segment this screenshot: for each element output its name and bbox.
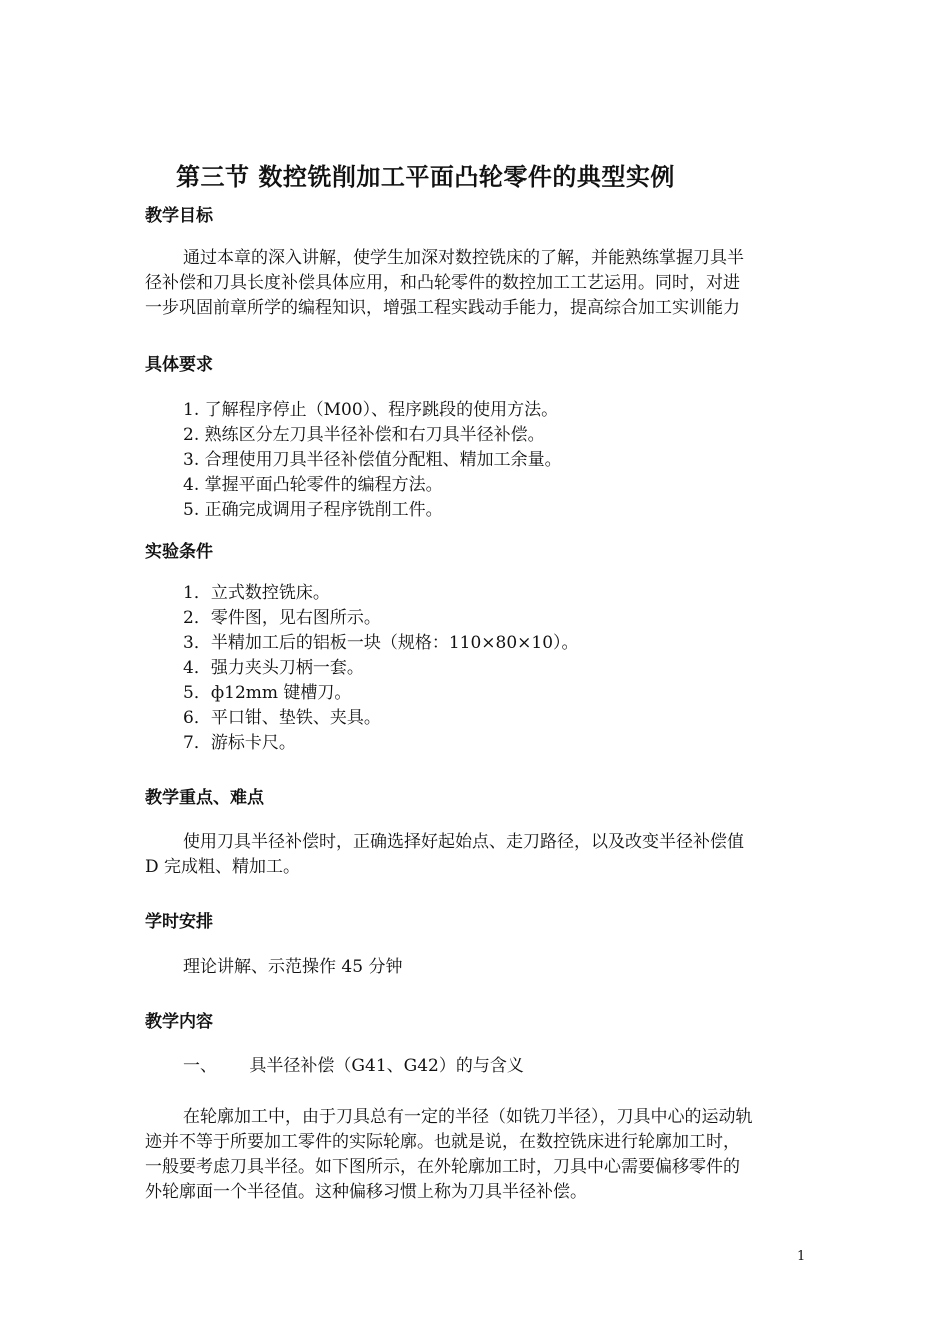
- heading-content: 教学内容: [145, 1012, 213, 1032]
- list-item: 1. 了解程序停止（M00）、程序跳段的使用方法。: [183, 400, 559, 420]
- text-line: D 完成粗、精加工。: [145, 857, 301, 877]
- text-line: 通过本章的深入讲解，使学生加深对数控铣床的了解，并能熟练掌握刀具半: [183, 248, 744, 268]
- content-subheading: [145, 1054, 810, 1079]
- list-item: 3．半精加工后的铝板一块（规格：110×80×10）。: [183, 633, 579, 653]
- text-line: 外轮廓面一个半径值。这种偏移习惯上称为刀具半径补偿。: [145, 1182, 587, 1202]
- page-number: 1: [797, 1249, 806, 1264]
- text-line: 迹并不等于所要加工零件的实际轮廓。也就是说，在数控铣床进行轮廓加工时，: [145, 1132, 740, 1152]
- list-item: 3. 合理使用刀具半径补偿值分配粗、精加工余量。: [183, 450, 562, 470]
- text-line: 一般要考虑刀具半径。如下图所示，在外轮廓加工时，刀具中心需要偏移零件的: [145, 1157, 740, 1177]
- list-item: 5．ф12mm 键槽刀。: [183, 683, 352, 703]
- list-item: 7．游标卡尺。: [183, 733, 296, 753]
- list-item: 2．零件图，见右图所示。: [183, 608, 381, 628]
- list-item: 6．平口钳、垫铁、夹具。: [183, 708, 381, 728]
- heading-teaching-goal: 教学目标: [145, 206, 213, 226]
- list-item: 4．强力夹头刀柄一套。: [183, 658, 364, 678]
- heading-requirements: 具体要求: [145, 355, 213, 375]
- text-line: 一、 具半径补偿（G41、G42）的与含义: [183, 1056, 524, 1076]
- text-line: 一步巩固前章所学的编程知识，增强工程实践动手能力，提高综合加工实训能力: [145, 298, 740, 318]
- list-item: 5. 正确完成调用子程序铣削工件。: [183, 500, 443, 520]
- text-line: 径补偿和刀具长度补偿具体应用，和凸轮零件的数控加工工艺运用。同时，对进: [145, 273, 740, 293]
- heading-key-points: 教学重点、难点: [145, 788, 264, 808]
- paragraph-schedule: [145, 955, 810, 980]
- text-line: 在轮廓加工中，由于刀具总有一定的半径（如铣刀半径），刀具中心的运动轨: [183, 1107, 753, 1127]
- paragraph-teaching-goal: [145, 246, 810, 321]
- heading-conditions: 实验条件: [145, 542, 213, 562]
- list-requirements: [183, 398, 562, 523]
- page-title: 第三节 数控铣削加工平面凸轮零件的典型实例: [176, 163, 675, 191]
- list-conditions: [183, 581, 579, 756]
- paragraph-key-points: [145, 830, 810, 880]
- list-item: 1．立式数控铣床。: [183, 583, 330, 603]
- list-item: 2. 熟练区分左刀具半径补偿和右刀具半径补偿。: [183, 425, 545, 445]
- text-line: 使用刀具半径补偿时，正确选择好起始点、走刀路径，以及改变半径补偿值: [183, 832, 744, 852]
- heading-schedule: 学时安排: [145, 912, 213, 932]
- list-item: 4. 掌握平面凸轮零件的编程方法。: [183, 475, 443, 495]
- text-line: 理论讲解、示范操作 45 分钟: [183, 957, 403, 977]
- paragraph-content: [145, 1105, 810, 1205]
